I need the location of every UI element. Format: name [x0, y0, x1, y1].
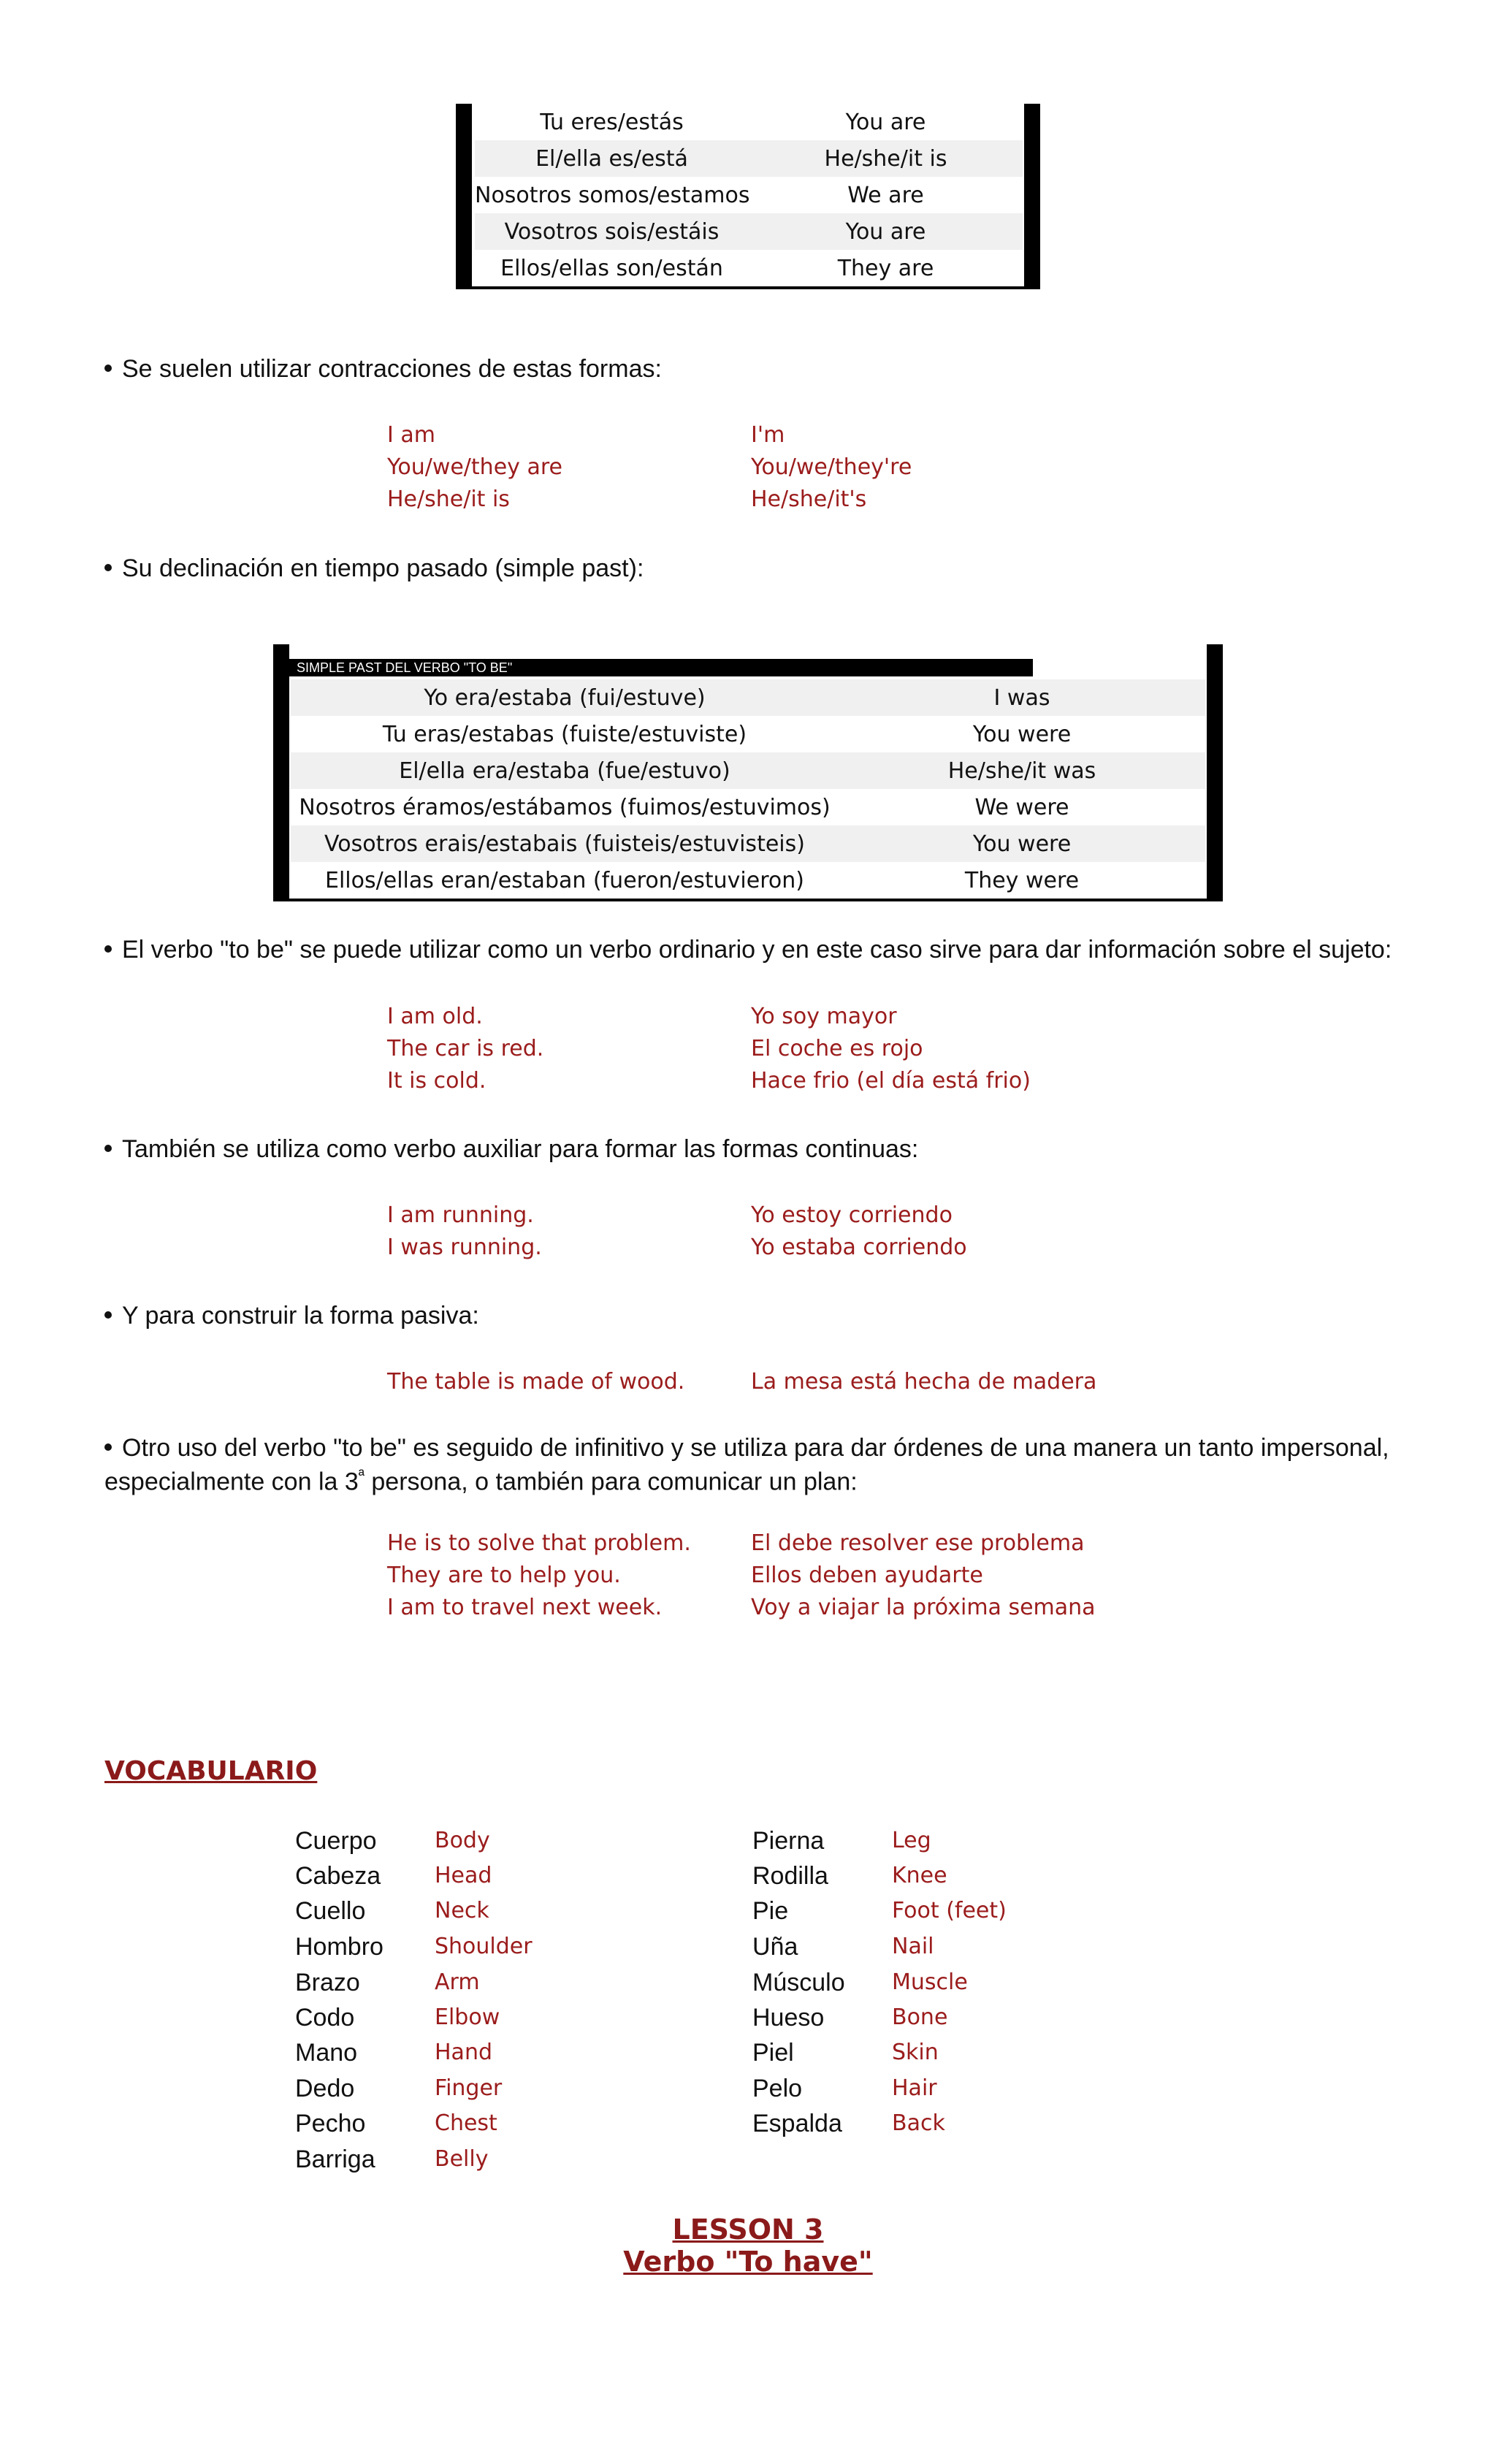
bullet-icon: [104, 1145, 112, 1152]
vocab-spanish: Mano: [295, 2039, 358, 2067]
example-english: I am running.: [387, 1202, 534, 1228]
vocab-english: Hand: [435, 2040, 492, 2065]
vocab-english: Foot (feet): [892, 1898, 1007, 1923]
table-row: [475, 140, 1023, 177]
example-spanish: Hace frio (el día está frio): [751, 1068, 1031, 1094]
english-form: He/she/it was: [947, 758, 1096, 784]
table-row: [291, 716, 1205, 752]
contraction-full: He/she/it is: [387, 487, 510, 512]
table-row: [475, 250, 1023, 286]
spanish-form: Vosotros erais/estabais (fuisteis/estuvisteis): [324, 831, 805, 857]
vocab-english: Knee: [892, 1863, 947, 1888]
english-form: You were: [972, 831, 1072, 857]
vocab-spanish: Uña: [752, 1933, 798, 1961]
table-row: [291, 752, 1205, 789]
vocab-spanish: Codo: [295, 2004, 355, 2032]
example-english: The car is red.: [387, 1036, 544, 1061]
vocab-english: Belly: [435, 2146, 489, 2172]
example-english: I am to travel next week.: [387, 1595, 663, 1620]
vocab-english: Chest: [435, 2110, 497, 2136]
contraction-full: I am: [387, 422, 435, 448]
english-form: You are: [845, 109, 926, 135]
vocab-spanish: Barriga: [295, 2145, 375, 2173]
vocab-spanish: Hueso: [752, 2004, 825, 2032]
table-row: [475, 177, 1023, 213]
vocab-english: Nail: [892, 1934, 934, 1959]
table-left-border: [456, 104, 472, 289]
spanish-form: Tu eras/estabas (fuiste/estuviste): [382, 721, 747, 747]
table-right-border: [1024, 104, 1040, 289]
vocab-spanish: Hombro: [295, 1933, 383, 1961]
vocabulary-heading: VOCABULARIO: [104, 1756, 318, 1786]
vocab-english: Hair: [892, 2075, 937, 2101]
vocab-spanish: Brazo: [295, 1969, 360, 1996]
vocab-spanish: Cabeza: [295, 1862, 381, 1890]
vocab-english: Elbow: [435, 2005, 500, 2030]
bullet-ordinary-verb: El verbo "to be" se puede utilizar como un verbo ordinario y en este caso sirve para dar información sobre el sujeto:: [104, 935, 1392, 964]
lesson-title: LESSON 3: [672, 2213, 824, 2246]
english-form: They are: [837, 255, 934, 281]
table-row: [291, 862, 1205, 899]
table-caption: SIMPLE PAST DEL VERBO "TO BE": [289, 659, 1033, 676]
spanish-form: El/ella era/estaba (fue/estuvo): [399, 758, 730, 784]
spanish-form: Yo era/estaba (fui/estuve): [424, 684, 706, 711]
bullet-icon: [104, 1311, 112, 1319]
contraction-short: I'm: [751, 422, 785, 448]
vocab-english: Muscle: [892, 1969, 968, 1995]
vocab-english: Arm: [435, 1969, 480, 1995]
spanish-form: Tu eres/estás: [540, 109, 684, 135]
spanish-form: Vosotros sois/estáis: [504, 218, 720, 245]
vocab-english: Body: [435, 1828, 490, 1853]
spanish-form: Nosotros somos/estamos: [475, 182, 750, 208]
vocab-spanish: Piel: [752, 2039, 794, 2067]
example-spanish: Yo estoy corriendo: [751, 1202, 953, 1228]
table-right-border: [1207, 644, 1223, 901]
english-form: He/she/it is: [824, 145, 947, 172]
vocab-english: Finger: [435, 2075, 503, 2101]
example-english: It is cold.: [387, 1068, 486, 1094]
example-spanish: La mesa está hecha de madera: [751, 1369, 1097, 1395]
vocab-spanish: Pie: [752, 1897, 789, 1925]
english-form: We are: [847, 182, 924, 208]
table-row: [475, 104, 1023, 140]
example-english: They are to help you.: [387, 1563, 621, 1588]
vocab-spanish: Rodilla: [752, 1862, 828, 1890]
table-row: [291, 825, 1205, 862]
spanish-form: Ellos/ellas son/están: [500, 255, 723, 281]
vocab-english: Neck: [435, 1898, 489, 1923]
table-row: [291, 789, 1205, 825]
example-spanish: El debe resolver ese problema: [751, 1530, 1085, 1556]
bullet-passive: Y para construir la forma pasiva:: [104, 1301, 479, 1330]
lesson-subtitle: Verbo "To have": [623, 2246, 873, 2278]
table-left-border: [273, 644, 289, 901]
example-english: The table is made of wood.: [387, 1369, 685, 1395]
present-tense-table: [456, 104, 1040, 289]
spanish-form: Ellos/ellas eran/estaban (fueron/estuvieron): [325, 867, 804, 893]
example-spanish: Voy a viajar la próxima semana: [751, 1595, 1096, 1620]
contraction-short: You/we/they're: [751, 454, 912, 480]
vocab-spanish: Cuerpo: [295, 1827, 377, 1855]
english-form: I was: [993, 684, 1050, 711]
vocab-english: Back: [892, 2110, 945, 2136]
table-row: [291, 679, 1205, 716]
example-english: I am old.: [387, 1004, 483, 1029]
example-spanish: El coche es rojo: [751, 1036, 923, 1061]
vocab-english: Skin: [892, 2040, 939, 2065]
vocab-spanish: Dedo: [295, 2075, 355, 2102]
simple-past-table: [273, 644, 1223, 901]
vocab-english: Bone: [892, 2005, 948, 2030]
contraction-short: He/she/it's: [751, 487, 867, 512]
bullet-icon: [104, 564, 112, 571]
vocab-spanish: Cuello: [295, 1897, 366, 1925]
bullet-simple-past: Su declinación en tiempo pasado (simple past):: [104, 554, 644, 583]
vocab-spanish: Pecho: [295, 2110, 366, 2137]
bullet-auxiliary-verb: También se utiliza como verbo auxiliar para formar las formas continuas:: [104, 1134, 918, 1164]
spanish-form: Nosotros éramos/estábamos (fuimos/estuvimos): [299, 794, 831, 820]
vocab-english: Shoulder: [435, 1934, 533, 1959]
english-form: You are: [845, 218, 926, 245]
spanish-form: El/ella es/está: [535, 145, 688, 172]
example-english: I was running.: [387, 1235, 542, 1260]
example-spanish: Ellos deben ayudarte: [751, 1563, 983, 1588]
vocab-english: Leg: [892, 1828, 931, 1853]
vocab-spanish: Pelo: [752, 2075, 803, 2102]
vocab-spanish: Músculo: [752, 1969, 845, 1996]
contraction-full: You/we/they are: [387, 454, 562, 480]
bullet-icon: [104, 945, 112, 953]
english-form: They were: [964, 867, 1080, 893]
vocab-spanish: Pierna: [752, 1827, 825, 1855]
vocab-english: Head: [435, 1863, 492, 1888]
bullet-infinitive: Otro uso del verbo "to be" es seguido de infinitivo y se utiliza para dar órdenes de una manera un tanto impersonal, especialmente con la $3^ª$ persona, o también para comunicar un plan:: [104, 1434, 1389, 1496]
example-spanish: Yo soy mayor: [751, 1004, 897, 1029]
table-row: [475, 213, 1023, 250]
example-english: He is to solve that problem.: [387, 1530, 691, 1556]
bullet-icon: [104, 365, 112, 372]
bullet-icon: [104, 1443, 112, 1451]
english-form: We were: [974, 794, 1069, 820]
vocab-spanish: Espalda: [752, 2110, 842, 2137]
english-form: You were: [972, 721, 1072, 747]
bullet-contractions: Se suelen utilizar contracciones de estas formas:: [104, 354, 662, 384]
example-spanish: Yo estaba corriendo: [751, 1235, 967, 1260]
